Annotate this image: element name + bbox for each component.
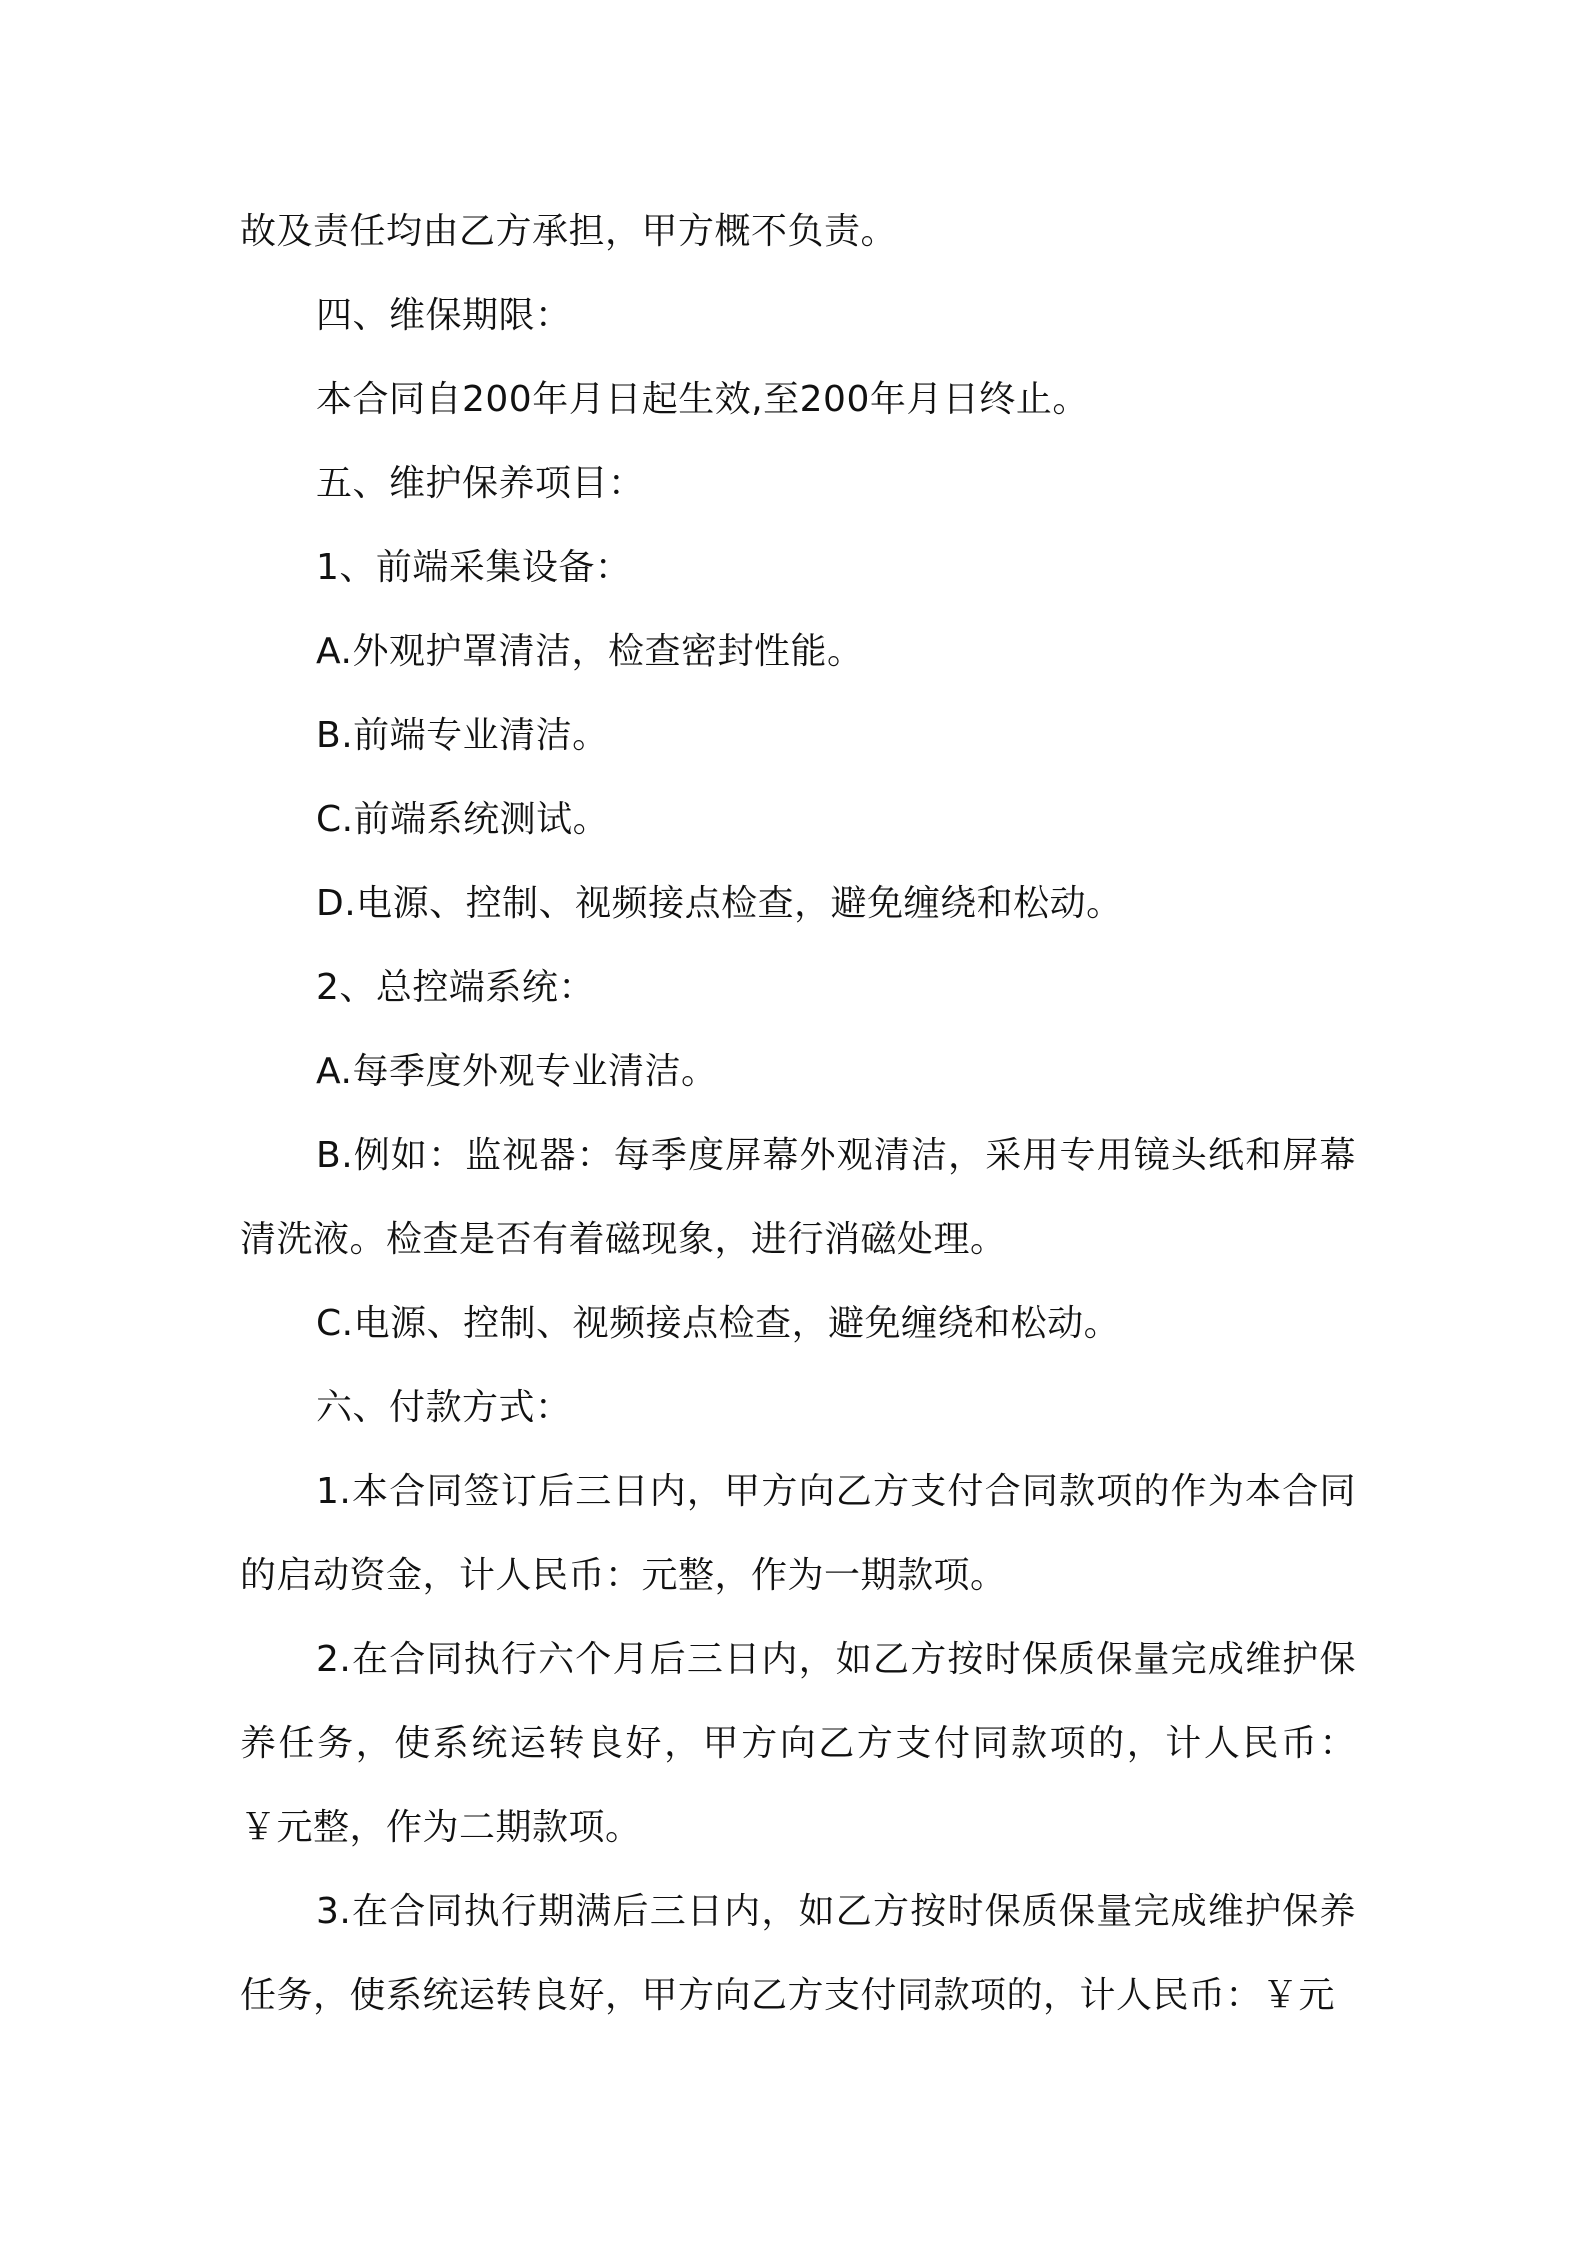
payment-clause-3: 3.在合同执行期满后三日内，如乙方按时保质保量完成维护保养任务，使系统运转良好，甲方向乙方支付同款项的，计人民币：￥元 bbox=[240, 1891, 1356, 2016]
heading-maintenance-items: 五、维护保养项目： bbox=[316, 463, 645, 504]
heading-maintenance-period: 四、维保期限： bbox=[316, 295, 572, 336]
list-item-frontend-a: A.外观护罩清洁，检查密封性能。 bbox=[316, 631, 864, 672]
list-item-frontend-d: D.电源、控制、视频接点检查，避免缠绕和松动。 bbox=[316, 883, 1123, 924]
list-item-frontend-b: B.前端专业清洁。 bbox=[316, 715, 609, 756]
payment-clause-1: 1.本合同签订后三日内，甲方向乙方支付合同款项的作为本合同的启动资金，计人民币：元整，作为一期款项。 bbox=[240, 1471, 1356, 1596]
paragraph-contract-term: 本合同自200年月日起生效,至200年月日终止。 bbox=[316, 379, 1089, 420]
list-item-frontend-c: C.前端系统测试。 bbox=[316, 799, 610, 840]
list-item-control-b: B.例如：监视器：每季度屏幕外观清洁，采用专用镜头纸和屏幕清洗液。检查是否有着磁现象，进行消磁处理。 bbox=[240, 1135, 1356, 1260]
heading-payment-method: 六、付款方式： bbox=[316, 1387, 572, 1428]
list-item-control-a: A.每季度外观专业清洁。 bbox=[316, 1051, 718, 1092]
list-item-control-c: C.电源、控制、视频接点检查，避免缠绕和松动。 bbox=[316, 1303, 1121, 1344]
subheading-frontend-equipment: 1、前端采集设备： bbox=[316, 547, 632, 588]
payment-clause-2: 2.在合同执行六个月后三日内，如乙方按时保质保量完成维护保养任务，使系统运转良好，甲方向乙方支付同款项的，计人民币：￥元整，作为二期款项。 bbox=[240, 1639, 1356, 1848]
subheading-control-system: 2、总控端系统： bbox=[316, 967, 595, 1008]
contract-text bbox=[240, 190, 1356, 2038]
paragraph-liability-continuation: 故及责任均由乙方承担，甲方概不负责。 bbox=[240, 211, 898, 252]
